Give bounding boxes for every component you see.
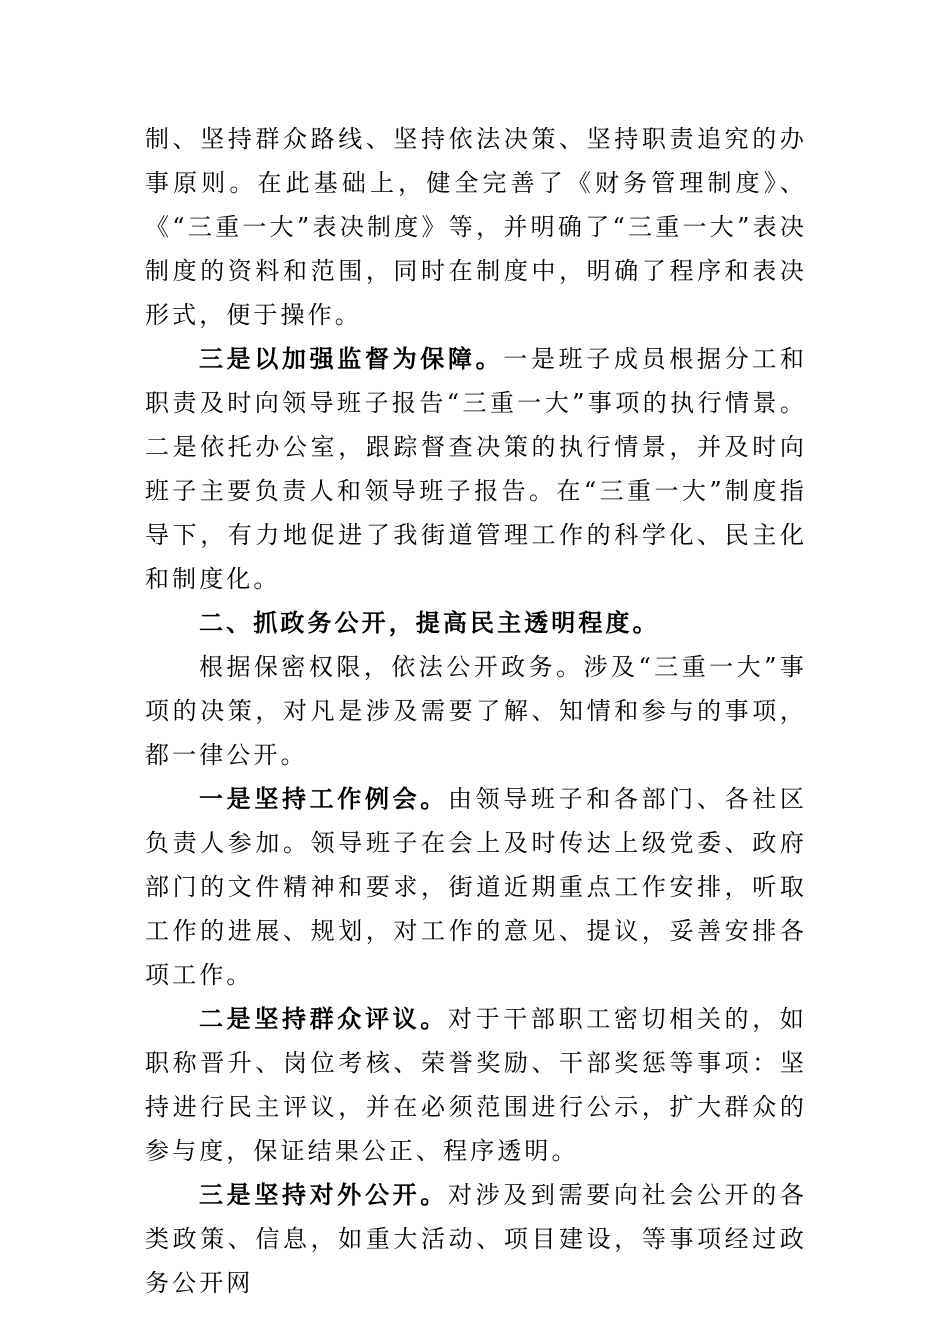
paragraph-continuation xyxy=(145,117,807,337)
paragraph-text: 由领导班子和各部门、各社区负责人参加。领导班子在会上及时传达上级党委、政府部门的文件精神和要求，街道近期重点工作安排，听取工作的进展、规划，对工作的意见、提议，妥善安排各项工作。 xyxy=(145,785,807,989)
paragraph-lead: 一是坚持工作例会。 xyxy=(199,785,448,813)
paragraph-text: 一是班子成员根据分工和职责及时向领导班子报告“三重一大”事项的执行情景。二是依托办公室，跟踪督查决策的执行情景，并及时向班子主要负责人和领导班子报告。在“三重一大”制度指导下，有力地促进了我街道管理工作的科学化、民主化和制度化。 xyxy=(145,345,807,593)
paragraph-lead: 三是坚持对外公开。 xyxy=(199,1181,448,1209)
paragraph-text: 对于干部职工密切相关的，如职称晋升、岗位考核、荣誉奖励、干部奖惩等事项：坚持进行民主评议，并在必须范围进行公示，扩大群众的参与度，保证结果公正、程序透明。 xyxy=(145,1005,807,1165)
paragraph-lead: 三是以加强监督为保障。 xyxy=(199,345,504,373)
paragraph-supervision xyxy=(145,337,807,601)
paragraph-text: 对涉及到需要向社会公开的各类政策、信息，如重大活动、项目建设，等事项经过政务公开网 xyxy=(145,1181,807,1297)
paragraph-lead: 二是坚持群众评议。 xyxy=(199,1005,448,1033)
section-heading xyxy=(145,601,807,645)
section-heading-text: 二、抓政务公开，提高民主透明程度。 xyxy=(199,609,660,637)
paragraph-work-meeting xyxy=(145,777,807,997)
paragraph-external-disclosure xyxy=(145,1173,807,1305)
paragraph-open-affairs xyxy=(145,645,807,777)
document-page xyxy=(145,117,807,1305)
paragraph-text: 制、坚持群众路线、坚持依法决策、坚持职责追究的办事原则。在此基础上，健全完善了《财务管理制度》、《“三重一大”表决制度》等，并明确了“三重一大”表决制度的资料和范围，同时在制度中，明确了程序和表决形式，便于操作。 xyxy=(145,125,807,329)
paragraph-text: 根据保密权限，依法公开政务。涉及“三重一大”事项的决策，对凡是涉及需要了解、知情和参与的事项，都一律公开。 xyxy=(145,653,807,769)
paragraph-public-review xyxy=(145,997,807,1173)
